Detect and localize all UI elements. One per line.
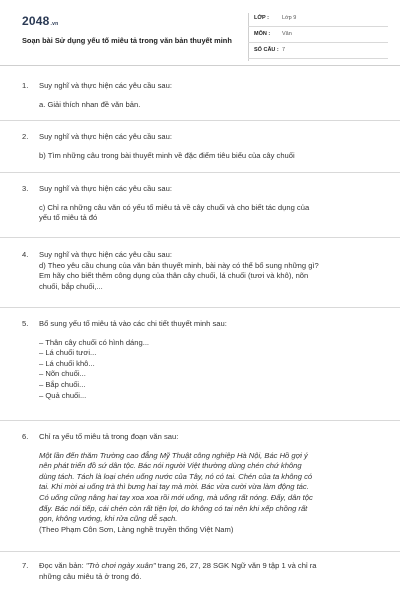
meta-value: Văn xyxy=(282,31,292,37)
quoted-passage-line: Có uống cũng nâng hai tay xoa xoa rồi mới uống, mà uống rất nóng. Đấy, dân tộc xyxy=(39,492,313,502)
quoted-passage-line: dùng tách. Tách là loại chén uống nước của Tây, nó có tai. Chén của ta không có xyxy=(39,471,313,481)
divider xyxy=(0,172,400,173)
meta-row-class xyxy=(248,13,388,27)
question-number: 3. xyxy=(22,184,29,193)
question-text: chuối, bắp chuối,... xyxy=(39,281,103,291)
question-prompt: Bổ sung yếu tố miêu tả vào các chi tiết thuyết minh sau: xyxy=(39,319,227,328)
quoted-passage-line: đấy. Bác nói tiếp, cái chén còn rất tiện lợi, do không có tai nên khi xếp chồng rất xyxy=(39,503,308,513)
question-text: c) Chỉ ra những câu văn có yếu tố miêu tả về cây chuối và cho biết tác dụng của xyxy=(39,202,310,212)
meta-value: 7 xyxy=(282,47,286,53)
list-item: – Bắp chuối... xyxy=(39,379,86,389)
question-number: 4. xyxy=(22,250,29,259)
question-number: 5. xyxy=(22,319,29,328)
meta-row-subject xyxy=(248,29,388,43)
prompt-text: trang 26, 27, 28 SGK Ngữ văn 9 tập 1 và chỉ ra xyxy=(155,561,317,570)
passage-source: (Theo Phạm Côn Sơn, Làng nghề truyền thống Việt Nam) xyxy=(39,524,234,534)
question-number: 2. xyxy=(22,132,29,141)
question-prompt: Suy nghĩ và thực hiện các yêu cầu sau: xyxy=(39,184,172,193)
list-item: – Lá chuối khô... xyxy=(39,358,95,368)
divider xyxy=(0,420,400,421)
page-title: Soạn bài Sử dụng yếu tố miêu tả trong văn bản thuyết minh xyxy=(22,36,232,45)
list-item: – Nõn chuối... xyxy=(39,369,86,379)
question-prompt: Suy nghĩ và thực hiện các yêu cầu sau: xyxy=(39,81,172,90)
question-text: d) Theo yêu cầu chung của văn bản thuyết minh, bài này có thể bổ sung những gì? xyxy=(39,260,319,270)
question-text: b) Tìm những câu trong bài thuyết minh về đặc điểm tiêu biểu của cây chuối xyxy=(39,150,295,160)
meta-value: Lớp 9 xyxy=(282,15,297,21)
question-text: những câu miêu tả ở trong đó. xyxy=(39,571,142,581)
question-prompt xyxy=(39,561,383,572)
site-logo[interactable] xyxy=(22,14,58,28)
meta-row-count xyxy=(248,45,388,59)
question-number: 1. xyxy=(22,81,29,90)
quoted-passage-line: tai. Khi mời ai uống trà thì bưng hai tay mà mời. Bác vừa cười vừa làm động tác. xyxy=(39,482,309,492)
reference-title: "Trò chơi ngày xuân" xyxy=(85,561,156,570)
meta-label: SỐ CÂU : xyxy=(254,47,279,53)
list-item: – Lá chuối tươi... xyxy=(39,348,97,358)
quoted-passage-line: gọn, không vướng, khi rửa cũng dễ sạch. xyxy=(39,514,178,524)
logo-domain: .vn xyxy=(50,21,59,27)
page-header xyxy=(0,0,400,66)
logo-text: 2048 xyxy=(22,14,50,28)
question-number: 7. xyxy=(22,561,29,570)
question-text: a. Giải thích nhan đề văn bản. xyxy=(39,99,141,109)
meta-box xyxy=(248,13,388,61)
question-prompt: Suy nghĩ và thực hiện các yêu cầu sau: xyxy=(39,132,172,141)
question-prompt: Chỉ ra yếu tố miêu tả trong đoạn văn sau: xyxy=(39,432,179,441)
question-prompt: Suy nghĩ và thực hiện các yêu cầu sau: xyxy=(39,250,172,259)
quoted-passage-line: nên phát triển đồ sứ dân tộc. Bác nói người Việt thường dùng chén chứ không xyxy=(39,461,302,471)
list-item: – Thân cây chuối có hình dáng... xyxy=(39,337,150,347)
divider xyxy=(0,551,400,552)
divider xyxy=(0,120,400,121)
meta-label: MÔN : xyxy=(254,31,271,37)
question-number: 6. xyxy=(22,432,29,441)
divider xyxy=(0,237,400,238)
divider xyxy=(0,307,400,308)
question-text: Em hãy cho biết thêm công dụng của thân cây chuối, lá chuối (tươi và khô), nõn xyxy=(39,271,309,281)
question-text: yếu tố miêu tả đó xyxy=(39,213,98,223)
quoted-passage-line: Một lần đến thăm Trường cao đẳng Mỹ Thuật công nghiệp Hà Nội, Bác Hồ gợi ý xyxy=(39,450,308,460)
meta-label: LỚP : xyxy=(254,15,269,21)
prompt-text: Đọc văn bản: xyxy=(39,561,86,570)
list-item: – Quả chuối... xyxy=(39,390,87,400)
